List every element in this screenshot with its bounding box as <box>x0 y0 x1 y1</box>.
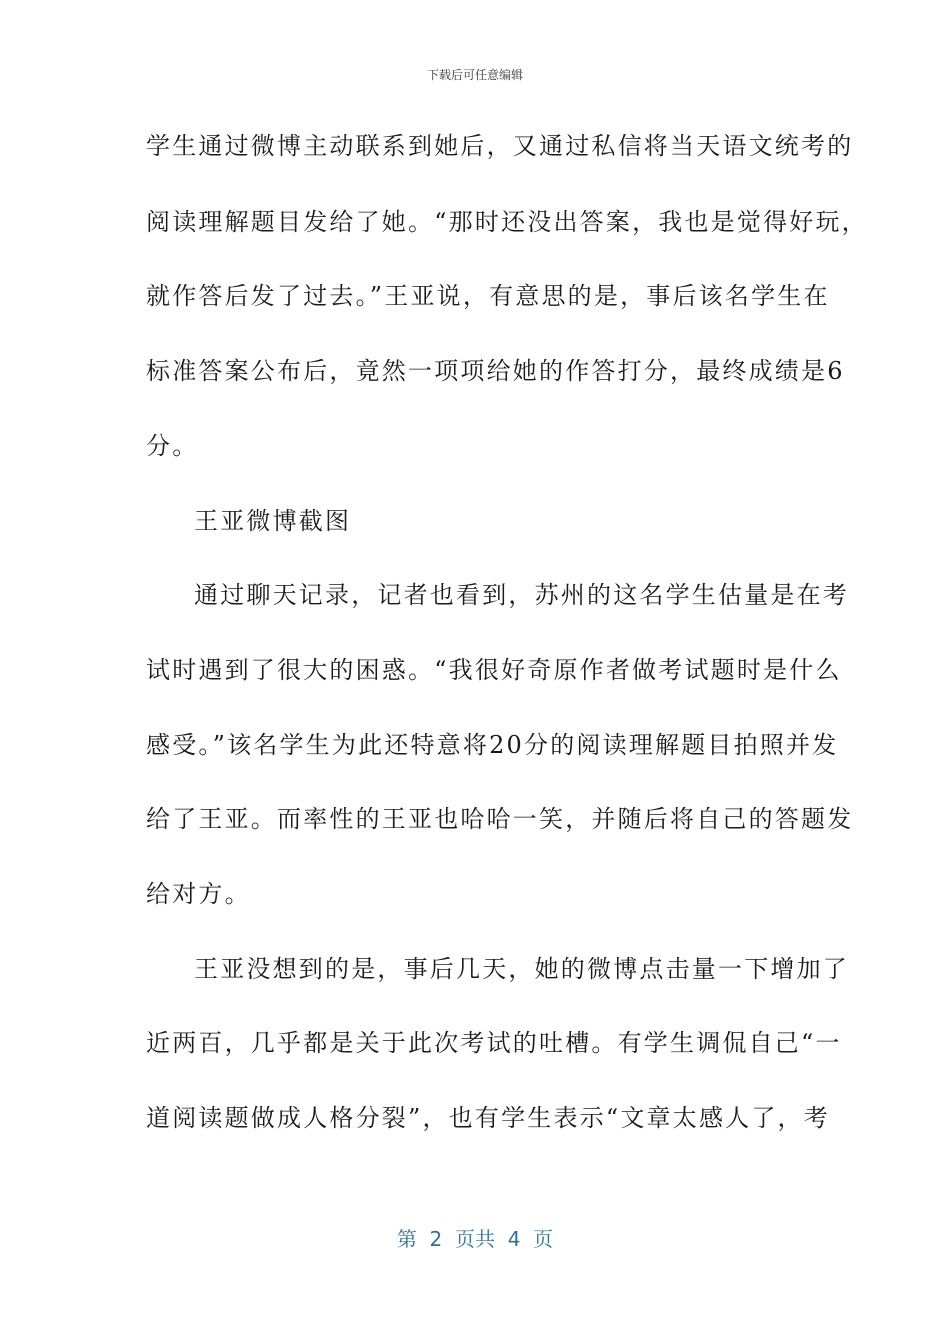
image-caption: 王亚微博截图 <box>194 507 352 535</box>
text-line: 给对方。 <box>146 880 251 908</box>
text-line: 就作答后发了过去。”王亚说，有意思的是，事后该名学生在 <box>146 282 830 310</box>
text-line: 阅读理解题目发给了她。“那时还没出答案，我也是觉得好玩， <box>146 208 868 236</box>
page-number: 第 2 页共 4 页 <box>396 1227 554 1251</box>
text-line: 标准答案公布后，竟然一项项给她的作答打分，最终成绩是6 <box>146 357 845 385</box>
text-line: 王亚没想到的是，事后几天，她的微博点击量一下增加了 <box>194 955 849 983</box>
text-line: 分。 <box>146 432 199 460</box>
text-line: 给了王亚。而率性的王亚也哈哈一笑，并随后将自己的答题发 <box>146 805 854 833</box>
text-line: 感受。”该名学生为此还特意将20分的阅读理解题目拍照并发 <box>146 731 839 759</box>
text-line: 试时遇到了很大的困惑。“我很好奇原作者做考试题时是什么 <box>146 656 842 684</box>
text-line: 道阅读题做成人格分裂”，也有学生表示“文章太感人了，考 <box>146 1104 830 1132</box>
text-line: 通过聊天记录，记者也看到，苏州的这名学生估量是在考 <box>194 581 849 609</box>
text-line: 学生通过微博主动联系到她后，又通过私信将当天语文统考的 <box>146 132 854 160</box>
text-line: 近两百，几乎都是关于此次考试的吐槽。有学生调侃自己“一 <box>146 1029 842 1057</box>
download-note: 下载后可任意编辑 <box>426 68 523 82</box>
